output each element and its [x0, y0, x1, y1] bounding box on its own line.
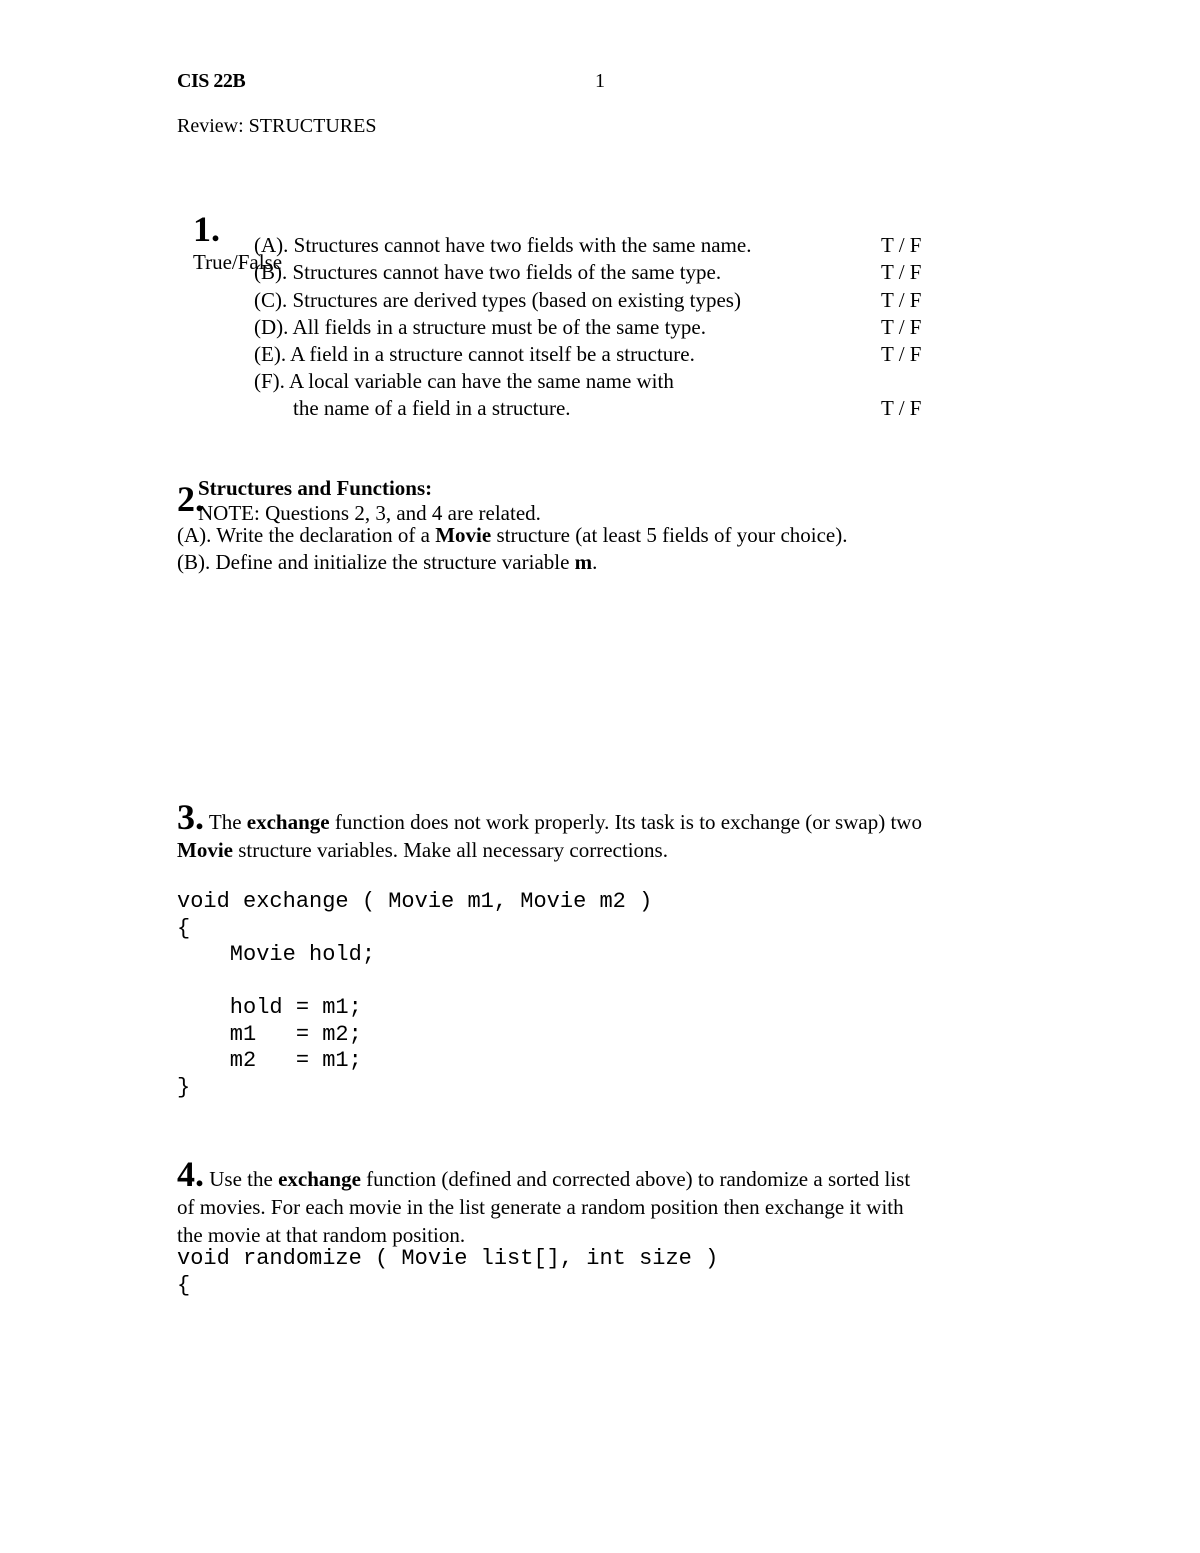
- q1-item-a-mark: T / F: [881, 233, 922, 257]
- q4-code-line-1: {: [177, 1273, 191, 1298]
- q1-item-d: (D). All fields in a structure must be of the same type.: [254, 315, 706, 339]
- q1-item-b: (B). Structures cannot have two fields of the same type.: [254, 260, 722, 284]
- q3-code-line-2: Movie hold;: [177, 942, 376, 967]
- q2-line-a-text: (A). Write the declaration of a: [177, 523, 436, 547]
- q4-line-1-keyword: exchange: [278, 1167, 361, 1191]
- q4-line-1-rest: function (defined and corrected above) to randomize a sorted list: [360, 1167, 911, 1191]
- q3-code-line-7: }: [177, 1075, 191, 1100]
- q1-item-a: (A). Structures cannot have two fields with the same name.: [254, 233, 752, 257]
- q3-line-1: [177, 796, 922, 838]
- q1-item-f-continuation: the name of a field in a structure.: [293, 396, 571, 420]
- q2-line-b-rest: .: [592, 550, 598, 574]
- q4-line-1: [177, 1153, 910, 1195]
- q3-number: 3.: [177, 797, 204, 837]
- q3-line-2-rest: structure variables. Make all necessary corrections.: [232, 838, 668, 862]
- q4-code-line-0: void randomize ( Movie list[], int size ): [177, 1246, 719, 1271]
- q1-item-b-mark: T / F: [881, 260, 922, 284]
- section-title: Structures and Functions:: [198, 476, 433, 500]
- q3-code-line-6: m2 = m1;: [177, 1048, 362, 1073]
- q2-line-a-keyword: Movie: [435, 523, 492, 547]
- q1-item-f: (F). A local variable can have the same name with: [254, 369, 674, 393]
- q2-line-b-keyword: m: [574, 550, 593, 574]
- q2-line-b: [177, 550, 597, 575]
- q3-code-line-4: hold = m1;: [177, 995, 362, 1020]
- q2-number: 2.: [177, 479, 204, 519]
- q4-line-1-text: Use the: [204, 1167, 279, 1191]
- q1-item-d-mark: T / F: [881, 315, 922, 339]
- q3-line-1-keyword: exchange: [246, 810, 330, 834]
- page-number: 1: [595, 70, 605, 92]
- q3-line-1-text: The: [204, 810, 247, 834]
- review-subtitle: Review: STRUCTURES: [177, 115, 377, 137]
- q2-line-a: [177, 523, 848, 548]
- q2-line-b-text: (B). Define and initialize the structure variable: [177, 550, 575, 574]
- q3-line-2-keyword: Movie: [177, 838, 233, 862]
- q1-item-c: (C). Structures are derived types (based on existing types): [254, 288, 741, 312]
- q2-line-a-rest: structure (at least 5 fields of your choice).: [491, 523, 848, 547]
- q1-item-c-mark: T / F: [881, 288, 922, 312]
- q3-code-line-5: m1 = m2;: [177, 1022, 362, 1047]
- q3-line-2: [177, 838, 668, 863]
- q1-item-f-mark: T / F: [881, 396, 922, 420]
- q4-line-2: of movies. For each movie in the list generate a random position then exchange it with: [177, 1195, 904, 1219]
- q1-number: 1.: [193, 209, 220, 249]
- q1-item-e: (E). A field in a structure cannot itself be a structure.: [254, 342, 695, 366]
- q3-code-line-1: {: [177, 916, 191, 941]
- q3-line-1-rest: function does not work properly. Its task is to exchange (or swap) two: [329, 810, 922, 834]
- q4-line-3: the movie at that random position.: [177, 1223, 466, 1247]
- course-code: CIS 22B: [177, 70, 246, 92]
- q1-title: True/False: [193, 250, 283, 274]
- q1-item-e-mark: T / F: [881, 342, 922, 366]
- q4-number: 4.: [177, 1154, 204, 1194]
- section-note: NOTE: Questions 2, 3, and 4 are related.: [198, 501, 541, 525]
- q3-code-line-0: void exchange ( Movie m1, Movie m2 ): [177, 889, 653, 914]
